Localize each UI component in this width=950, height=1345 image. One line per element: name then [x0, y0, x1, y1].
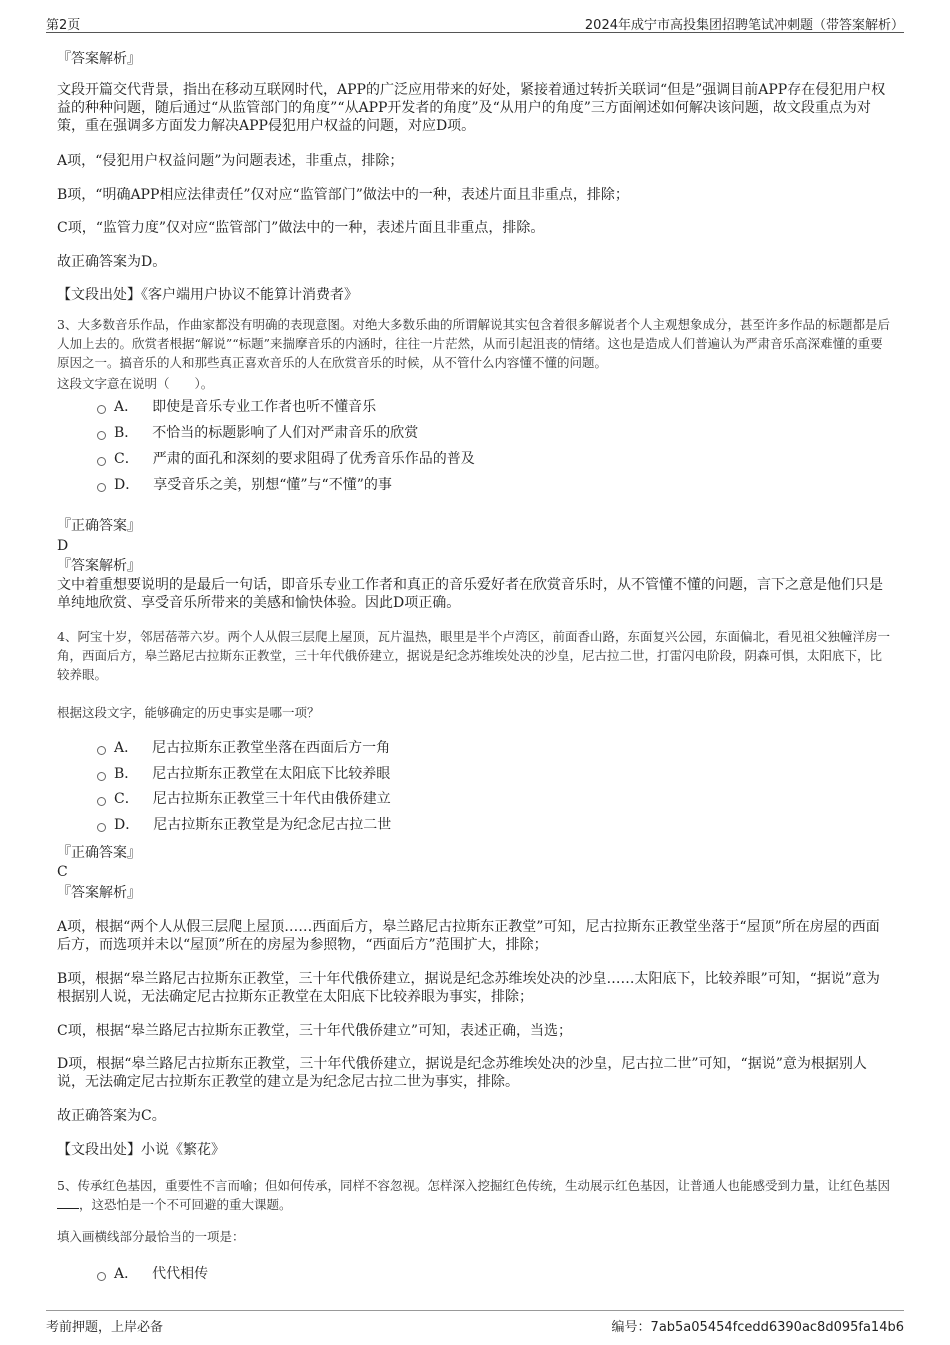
q3-option-a[interactable]: A． 即使是音乐专业工作者也听不懂音乐: [97, 398, 376, 416]
document-id: 编号：7ab5a05454fcedd6390ac8d095fa14b6: [611, 1320, 904, 1335]
radio-icon[interactable]: [97, 431, 106, 440]
document-title: 2024年成宁市高投集团招聘笔试冲刺题（带答案解析）: [584, 18, 904, 33]
q4-option-a[interactable]: A． 尼古拉斯东正教堂坐落在西面后方一角: [97, 739, 390, 757]
q4-source: 【文段出处】小说《繁花》: [57, 1142, 225, 1158]
q4-conclusion: 故正确答案为C。: [57, 1108, 166, 1124]
q2-source: 【文段出处】《客户端用户协议不能算计消费者》: [57, 287, 358, 303]
radio-icon[interactable]: [97, 823, 106, 832]
q5-option-a[interactable]: A． 代代相传: [97, 1265, 208, 1283]
q2-option-a-analysis: A项，“侵犯用户权益问题”为问题表述，非重点，排除；: [57, 153, 404, 169]
page-footer: [46, 1310, 904, 1335]
radio-icon[interactable]: [97, 1272, 106, 1281]
q3-stem: 3、大多数音乐作品，作曲家都没有明确的表现意图。对绝大多数乐曲的所谓解说其实包含着很多解说者个人主观想象成分，甚至许多作品的标题都是后人加上去的。欣赏者根据“解说”“标题”来揣摩音乐的内涵时，往往一片茫然，从而引起沮丧的情绪。这也是造成人们普遍认为严肃音乐高深难懂的重要原因之一。搞音乐的人和那些真正喜欢音乐的人在欣赏音乐的时候，从不管什么内容懂不懂的问题。: [57, 317, 890, 370]
q3-option-b[interactable]: B． 不恰当的标题影响了人们对严肃音乐的欣赏: [97, 424, 418, 442]
q4-option-c-analysis: C项，根据“皋兰路尼古拉斯东正教堂，三十年代俄侨建立”可知，表述正确，当选；: [57, 1023, 573, 1039]
q2-analysis-text: 文段开篇交代背景，指出在移动互联网时代，APP的广泛应用带来的好处，紧接着通过转折关联词“但是”强调目前APP存在侵犯用户权益的种种问题，随后通过“从监管部门的角度”“从APP开发者的角度”及“从用户的角度”三方面阐述如何解决该问题，故文段重点为对策，重在强调多方面发力解决APP侵犯用户权益的问题，对应D项。: [57, 82, 886, 134]
q3-option-d[interactable]: D． 享受音乐之美，别想“懂”与“不懂”的事: [97, 476, 392, 494]
q5-question: 填入画横线部分最恰当的一项是：: [57, 1229, 245, 1244]
q3-answer: D: [57, 538, 69, 554]
radio-icon[interactable]: [97, 405, 106, 414]
q4-analysis-label: 『答案解析』: [57, 885, 141, 901]
q3-analysis-label: 『答案解析』: [57, 558, 141, 574]
q3-analysis-text: 文中着重想要说明的是最后一句话，即音乐专业工作者和真正的音乐爱好者在欣赏音乐时，从不管懂不懂的问题，言下之意是他们只是单纯地欣赏、享受音乐所带来的美感和愉快体验。因此D项正确。: [57, 577, 883, 611]
fill-blank: [57, 1196, 79, 1209]
q3-answer-label: 『正确答案』: [57, 518, 141, 534]
q4-answer: C: [57, 864, 68, 880]
q4-stem: 4、阿宝十岁，邻居蓓蒂六岁。两个人从假三层爬上屋顶，瓦片温热，眼里是半个卢湾区，前面香山路，东面复兴公园，东面偏北，看见祖父独幢洋房一角，西面后方，皋兰路尼古拉斯东正教堂，三十年代俄侨建立，据说是纪念苏维埃处决的沙皇，尼古拉二世，打雷闪电阶段，阴森可惧，太阳底下，比较养眼。: [57, 629, 890, 682]
page-header: [46, 10, 904, 33]
q2-option-b-analysis: B项，“明确APP相应法律责任”仅对应“监管部门”做法中的一种，表述片面且非重点，排除；: [57, 187, 629, 203]
radio-icon[interactable]: [97, 797, 106, 806]
radio-icon[interactable]: [97, 483, 106, 492]
q5-stem: 5、传承红色基因，重要性不言而喻；但如何传承，同样不容忽视。怎样深入挖掘红色传统，生动展示红色基因，让普通人也能感受到力量，让红色基因，这恐怕是一个不可回避的重大课题。: [57, 1178, 890, 1212]
q4-option-a-analysis: A项，根据“两个人从假三层爬上屋顶……西面后方，皋兰路尼古拉斯东正教堂”可知，尼古拉斯东正教堂坐落于“屋顶”所在房屋的西面后方，而选项并未以“屋顶”所在的房屋为参照物，“西面后方”范围扩大，排除；: [57, 919, 880, 953]
q4-option-d[interactable]: D． 尼古拉斯东正教堂是为纪念尼古拉二世: [97, 816, 391, 834]
q4-option-b[interactable]: B． 尼古拉斯东正教堂在太阳底下比较养眼: [97, 765, 390, 783]
radio-icon[interactable]: [97, 746, 106, 755]
radio-icon[interactable]: [97, 772, 106, 781]
q2-analysis-label: 『答案解析』: [57, 51, 141, 67]
q2-conclusion: 故正确答案为D。: [57, 254, 167, 270]
q3-option-c[interactable]: C． 严肃的面孔和深刻的要求阻碍了优秀音乐作品的普及: [97, 450, 475, 468]
q4-question: 根据这段文字，能够确定的历史事实是哪一项？: [57, 705, 320, 720]
radio-icon[interactable]: [97, 457, 106, 466]
footer-slogan: 考前押题，上岸必备: [46, 1320, 164, 1335]
q3-question: 这段文字意在说明（ ）。: [57, 376, 214, 391]
q4-option-d-analysis: D项，根据“皋兰路尼古拉斯东正教堂，三十年代俄侨建立，据说是纪念苏维埃处决的沙皇，尼古拉二世”可知，“据说”意为根据别人说，无法确定尼古拉斯东正教堂的建立是为纪念尼古拉二世为事实，排除。: [57, 1056, 867, 1090]
page-number: 第2页: [46, 18, 81, 33]
q4-answer-label: 『正确答案』: [57, 845, 141, 861]
q4-option-b-analysis: B项，根据“皋兰路尼古拉斯东正教堂，三十年代俄侨建立，据说是纪念苏维埃处决的沙皇……太阳底下，比较养眼”可知，“据说”意为根据别人说，无法确定尼古拉斯东正教堂在太阳底下比较养眼为事实，排除；: [57, 971, 880, 1005]
q2-option-c-analysis: C项，“监管力度”仅对应“监管部门”做法中的一种，表述片面且非重点，排除。: [57, 220, 545, 236]
q4-option-c[interactable]: C． 尼古拉斯东正教堂三十年代由俄侨建立: [97, 790, 391, 808]
